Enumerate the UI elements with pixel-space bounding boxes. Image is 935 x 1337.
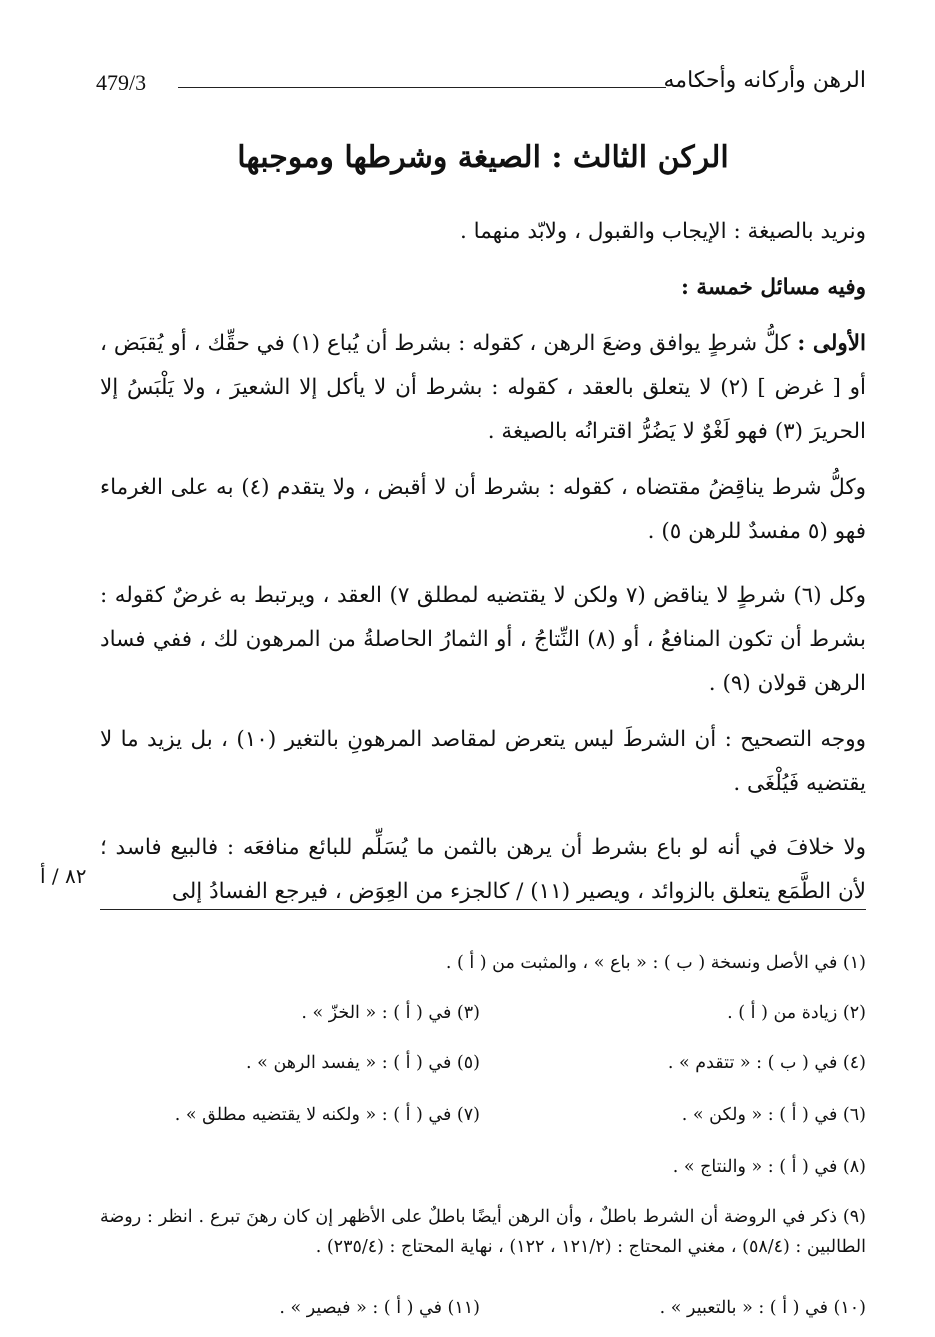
footnote-2: (٢) زيادة من ( أ ) . xyxy=(727,1003,866,1023)
paragraph-first-issue xyxy=(100,322,866,454)
section-heading: الركن الثالث : الصيغة وشرطها وموجبها xyxy=(237,140,729,175)
paragraph-text: كلُّ شرطٍ يوافق وضعَ الرهن ، كقوله : بشرط أن يُباع (١) في حقِّك ، أو يُقبَض ، أو [ غرض ] (٢) لا يتعلق بالعقد ، كقوله : بشرط أن لا يأكل إلا الشعيرَ ، ولا يَلْبَسُ إلا الحريرَ (٣) فهو لَغْوٌ لا يَضُرُّ اقترانُه بالصيغة . xyxy=(100,331,866,444)
page-number: 479/3 xyxy=(96,70,147,95)
footnote-4: (٤) في ( ب ) : « تتقدم » . xyxy=(667,1053,866,1073)
footnote-3: (٣) في ( أ ) : « الخزّ » . xyxy=(301,1003,480,1023)
running-header xyxy=(96,68,866,98)
footnote-10: (١٠) في ( أ ) : « بالتعبير » . xyxy=(659,1298,866,1318)
subheading: وفيه مسائل خمسة : xyxy=(680,275,866,300)
footnote-rule xyxy=(100,909,866,910)
footnote-8: (٨) في ( أ ) : « والنتاج » . xyxy=(672,1157,866,1177)
footnote-5: (٥) في ( أ ) : « يفسد الرهن » . xyxy=(246,1053,480,1073)
paragraph-fourth: ووجه التصحيح : أن الشرطَ ليس يتعرض لمقاصد المرهونِ بالتغير (١٠) ، بل يزيد ما لا يقتضيه فَيُلْغَى . xyxy=(100,727,866,796)
header-rule xyxy=(178,87,666,88)
issue-label: الأولى : xyxy=(797,331,866,356)
footnote-1: (١) في الأصل ونسخة ( ب ) : « باع » ، والمثبت من ( أ ) . xyxy=(445,953,866,973)
folio-margin-note: ٨٢ / أ xyxy=(40,864,87,888)
paragraph-second: وكلُّ شرط يناقِضُ مقتضاه ، كقوله : بشرط أن لا أقبض ، ولا يتقدم (٤) به على الغرماء فهو (٥ مفسدٌ للرهن ٥) . xyxy=(100,475,866,544)
footnote-9: (٩) ذكر في الروضة أن الشرط باطلٌ ، وأن الرهن أيضًا باطلٌ على الأظهر إن كان رهنَ تبرع . انظر : روضة الطالبين : (٥٨/٤) ، مغني المحتاج : (١٢١/٢ ، ١٢٢) ، نهاية المحتاج : (٢٣٥/٤) . xyxy=(100,1207,866,1257)
footnote-7: (٧) في ( أ ) : « ولكنه لا يقتضيه مطلق » . xyxy=(174,1105,480,1125)
running-title: الرهن وأركانه وأحكامه xyxy=(663,68,866,93)
footnote-6: (٦) في ( أ ) : « ولكن » . xyxy=(681,1105,866,1125)
intro-paragraph: ونريد بالصيغة : الإيجاب والقبول ، ولابّد منهما . xyxy=(459,219,866,244)
footnote-11: (١١) في ( أ ) : « فيصير » . xyxy=(279,1298,480,1318)
paragraph-third: وكل (٦) شرطٍ لا يناقض (٧ ولكن لا يقتضيه لمطلق ٧) العقد ، ويرتبط به غرضٌ كقوله : بشرط أن تكون المنافعُ ، أو (٨) النِّتاجُ ، أو الثمارُ الحاصلةُ من المرهون لك ، ففي فساد الرهن قولان (٩) . xyxy=(100,583,867,696)
paragraph-fifth: ولا خلافَ في أنه لو باع بشرط أن يرهن بالثمن ما يُسَلِّم للبائع منافعَه : فالبيع فاسد ؛ لأن الطَّمَع يتعلق بالزوائد ، ويصير (١١) / كالجزء من العِوَض ، فيرجع الفسادُ إلى xyxy=(100,835,866,904)
